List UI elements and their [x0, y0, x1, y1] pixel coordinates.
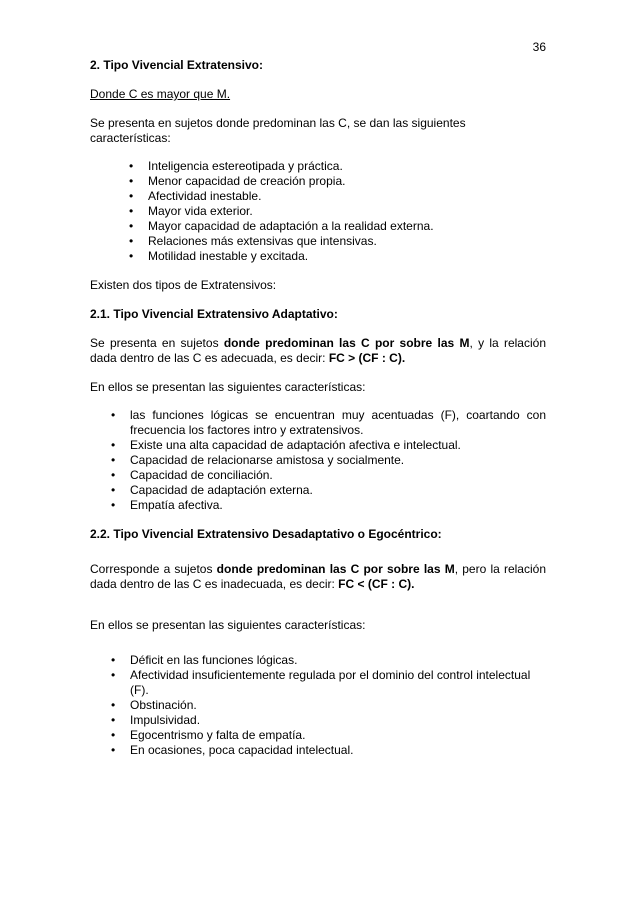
bullet-icon: • — [129, 249, 134, 263]
list-item: • Mayor capacidad de adaptación a la realidad externa. — [129, 219, 434, 233]
bullet-icon: • — [129, 189, 134, 203]
list-item: • Déficit en las funciones lógicas. — [111, 653, 298, 667]
bullet-icon: • — [111, 468, 116, 482]
list-item: • Existe una alta capacidad de adaptación afectiva e intelectual. — [111, 438, 461, 452]
section-2-1-paragraph: Se presenta en sujetos donde predominan las C por sobre las M, y la relación dada dentro de las C es adecuada, es decir: FC > (CF : C). — [90, 336, 546, 365]
formula: FC < (CF : C). — [338, 577, 415, 591]
section-2-list — [90, 159, 546, 264]
section-2-intro: Se presenta en sujetos donde predominan las C, se dan las siguientes características: — [90, 116, 466, 145]
section-2-1-list — [90, 408, 546, 513]
bullet-icon: • — [111, 453, 116, 467]
types-intro: Existen dos tipos de Extratensivos: — [90, 278, 277, 292]
section-2-definition: Donde C es mayor que M. — [90, 87, 231, 101]
list-item: • En ocasiones, poca capacidad intelectual. — [111, 743, 354, 757]
formula: FC > (CF : C). — [328, 351, 406, 365]
list-item: • las funciones lógicas se encuentran muy acentuadas (F), coartando con frecuencia los factores intro y extratensivos. — [111, 408, 546, 437]
bullet-icon: • — [111, 483, 116, 497]
bullet-icon: • — [111, 728, 116, 742]
section-2-2-heading: 2.2. Tipo Vivencial Extratensivo Desadaptativo o Egocéntrico: — [90, 527, 442, 541]
section-2-1-chars-intro: En ellos se presentan las siguientes características: — [90, 380, 366, 394]
page-content — [90, 58, 546, 758]
list-item: • Motilidad inestable y excitada. — [129, 249, 309, 263]
section-2-2-paragraph: Corresponde a sujetos donde predominan las C por sobre las M, pero la relación dada dentro de las C es inadecuada, es decir: FC < (CF : C). — [90, 562, 546, 591]
list-item: • Afectividad inestable. — [129, 189, 262, 203]
section-2-2-list — [90, 653, 546, 758]
bullet-icon: • — [111, 653, 116, 667]
list-item: • Impulsividad. — [111, 713, 201, 727]
bullet-icon: • — [129, 174, 134, 188]
bullet-icon: • — [129, 204, 134, 218]
list-item: • Capacidad de adaptación externa. — [111, 483, 313, 497]
bullet-icon: • — [111, 713, 116, 727]
page-number: 36 — [532, 40, 546, 54]
bullet-icon: • — [111, 668, 116, 682]
list-item: • Menor capacidad de creación propia. — [129, 174, 346, 188]
list-item: • Capacidad de relacionarse amistosa y socialmente. — [111, 453, 405, 467]
list-item: • Afectividad insuficientemente regulada por el dominio del control intelectual (F). — [111, 668, 531, 697]
bullet-icon: • — [111, 438, 116, 452]
bullet-icon: • — [129, 159, 134, 173]
bullet-icon: • — [111, 498, 116, 512]
bullet-icon: • — [111, 698, 116, 712]
list-item: • Obstinación. — [111, 698, 197, 712]
bullet-icon: • — [129, 234, 134, 248]
section-2-1-heading: 2.1. Tipo Vivencial Extratensivo Adaptativo: — [90, 307, 338, 321]
section-2-heading: 2. Tipo Vivencial Extratensivo: — [90, 58, 263, 72]
bullet-icon: • — [111, 408, 116, 422]
list-item: • Egocentrismo y falta de empatía. — [111, 728, 306, 742]
section-2-2-chars-intro: En ellos se presentan las siguientes características: — [90, 618, 366, 632]
bullet-icon: • — [129, 219, 134, 233]
list-item: • Capacidad de conciliación. — [111, 468, 273, 482]
list-item: • Mayor vida exterior. — [129, 204, 253, 218]
bullet-icon: • — [111, 743, 116, 757]
list-item: • Relaciones más extensivas que intensivas. — [129, 234, 377, 248]
list-item: • Inteligencia estereotipada y práctica. — [129, 159, 343, 173]
list-item: • Empatía afectiva. — [111, 498, 223, 512]
